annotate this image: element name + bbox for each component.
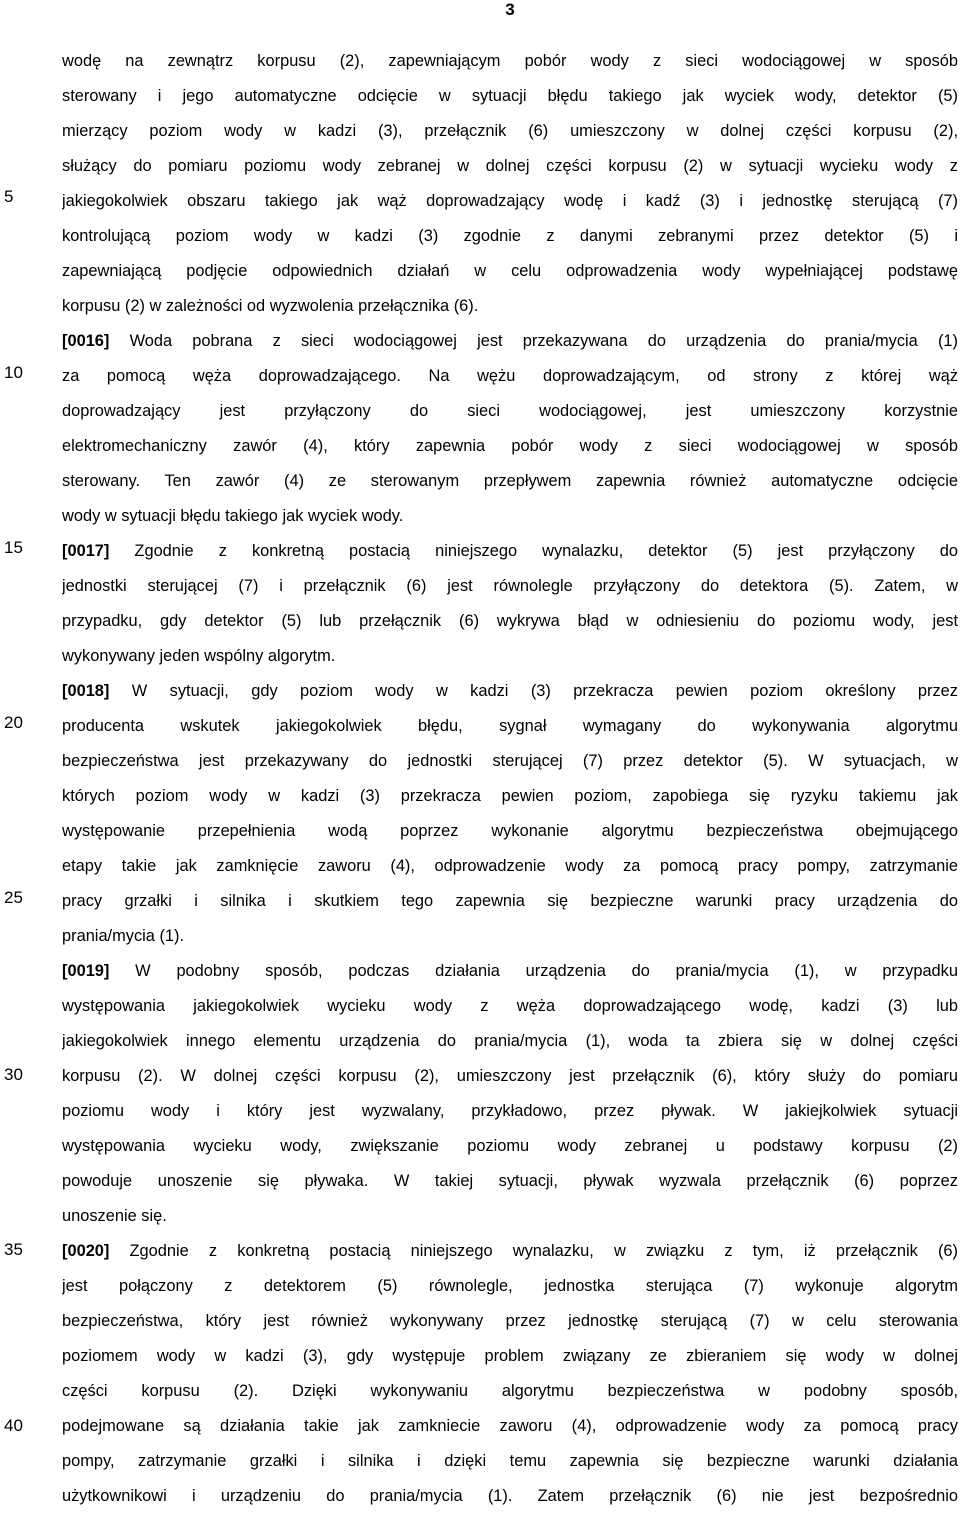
- line-text: doprowadzający jest przyłączony do sieci wodociągowej, jest umieszczony korzystnie: [62, 402, 958, 420]
- line-text: przypadku, gdy detektor (5) lub przełącznik (6) wykrywa błąd w odniesieniu do poziomu wody, jest: [62, 612, 958, 630]
- line-number-25: 25: [4, 888, 23, 907]
- line-number-35: 35: [4, 1240, 23, 1259]
- line-text: pracy grzałki i silnika i skutkiem tego zapewnia się bezpieczne warunki pracy urządzenia do: [62, 892, 958, 910]
- text-line: [62, 184, 958, 219]
- text-line: [62, 604, 958, 639]
- line-text: wykonywany jeden wspólny algorytm.: [62, 647, 336, 665]
- text-line: [62, 1199, 958, 1234]
- text-line: [62, 1234, 958, 1269]
- line-text: pompy, zatrzymanie grzałki i silnika i dzięki temu zapewnia się bezpieczne warunki działania: [62, 1452, 958, 1470]
- line-text: W sytuacji, gdy poziom wody w kadzi (3) przekracza pewien poziom określony przez: [109, 682, 958, 700]
- text-line: [62, 324, 958, 359]
- line-text: korpusu (2) w zależności od wyzwolenia przełącznika (6).: [62, 297, 479, 315]
- text-line: [62, 1164, 958, 1199]
- text-line: [62, 394, 958, 429]
- text-line: [62, 359, 958, 394]
- line-text: części korpusu (2). Dzięki wykonywaniu algorytmu bezpieczeństwa w podobny sposób,: [62, 1382, 958, 1400]
- paragraph-id: [0016]: [62, 332, 110, 350]
- line-text: sterowany i jego automatyczne odcięcie w sytuacji błędu takiego jak wyciek wody, detektor (5): [62, 87, 958, 105]
- line-text: mierzący poziom wody w kadzi (3), przełącznik (6) umieszczony w dolnej części korpusu (2),: [62, 122, 958, 140]
- line-text: służący do pomiaru poziomu wody zebranej w dolnej części korpusu (2) w sytuacji wycieku wody z: [62, 157, 958, 175]
- line-text: etapy takie jak zamknięcie zaworu (4), odprowadzenie wody za pomocą pracy pompy, zatrzymanie: [62, 857, 958, 875]
- line-text: poziomu wody i który jest wyzwalany, przykładowo, przez pływak. W jakiejkolwiek sytuacji: [62, 1102, 958, 1120]
- text-line: [62, 569, 958, 604]
- text-line: [62, 744, 958, 779]
- text-line: [62, 639, 958, 674]
- text-line: [62, 429, 958, 464]
- line-number-10: 10: [4, 363, 23, 382]
- text-line: [62, 464, 958, 499]
- text-line: [62, 919, 958, 954]
- text-line: [62, 1479, 958, 1514]
- line-text: powoduje unoszenie się pływaka. W takiej sytuacji, pływak wyzwala przełącznik (6) poprzez: [62, 1172, 958, 1190]
- line-text: jakiegokolwiek obszaru takiego jak wąż doprowadzający wodę i kadź (3) i jednostkę sterującą (7): [62, 192, 958, 210]
- line-number-5: 5: [4, 187, 14, 206]
- line-text: kontrolującą poziom wody w kadzi (3) zgodnie z danymi zebranymi przez detektor (5) i: [62, 227, 958, 245]
- text-line: [62, 219, 958, 254]
- line-text: Zgodnie z konkretną postacią niniejszego wynalazku, detektor (5) jest przyłączony do: [109, 542, 958, 560]
- text-line: [62, 79, 958, 114]
- text-line: [62, 884, 958, 919]
- line-number-40: 40: [4, 1416, 23, 1435]
- line-text: Woda pobrana z sieci wodociągowej jest przekazywana do urządzenia do prania/mycia (1): [109, 332, 958, 350]
- text-line: [62, 114, 958, 149]
- text-line: [62, 709, 958, 744]
- line-text: których poziom wody w kadzi (3) przekracza pewien poziom, zapobiega się ryzyku takiemu jak: [62, 787, 958, 805]
- line-text: jest połączony z detektorem (5) równolegle, jednostka sterująca (7) wykonuje algorytm: [62, 1277, 958, 1295]
- line-text: bezpieczeństwa jest przekazywany do jednostki sterującej (7) przez detektor (5). W sytuacjach, w: [62, 752, 958, 770]
- text-line: [62, 149, 958, 184]
- line-text: występowania jakiegokolwiek wycieku wody z węża doprowadzającego wodę, kadzi (3) lub: [62, 997, 958, 1015]
- text-line: [62, 1129, 958, 1164]
- line-text: podejmowane są działania takie jak zamkniecie zaworu (4), odprowadzenie wody za pomocą pracy: [62, 1417, 958, 1435]
- line-text: sterowany. Ten zawór (4) ze sterowanym przepływem zapewnia również automatyczne odcięcie: [62, 472, 958, 490]
- text-line: [62, 1304, 958, 1339]
- line-text: prania/mycia (1).: [62, 927, 185, 945]
- paragraph-id: [0018]: [62, 682, 110, 700]
- line-text: elektromechaniczny zawór (4), który zapewnia pobór wody z sieci wodociągowej w sposób: [62, 437, 958, 455]
- text-line: [62, 1269, 958, 1304]
- line-text: korpusu (2). W dolnej części korpusu (2), umieszczony jest przełącznik (6), który służy do pomiaru: [62, 1067, 958, 1085]
- text-line: [62, 954, 958, 989]
- text-line: [62, 674, 958, 709]
- text-line: [62, 1339, 958, 1374]
- line-text: występowanie przepełnienia wodą poprzez wykonanie algorytmu bezpieczeństwa obejmującego: [62, 822, 958, 840]
- line-text: W podobny sposób, podczas działania urządzenia do prania/mycia (1), w przypadku: [109, 962, 958, 980]
- paragraph-id: [0017]: [62, 542, 110, 560]
- line-text: unoszenie się.: [62, 1207, 167, 1225]
- line-text: producenta wskutek jakiegokolwiek błędu, sygnał wymagany do wykonywania algorytmu: [62, 717, 958, 735]
- line-text: Zgodnie z konkretną postacią niniejszego wynalazku, w związku z tym, iż przełącznik (6): [109, 1242, 958, 1260]
- paragraph-id: [0020]: [62, 1242, 110, 1260]
- text-line: [62, 1059, 958, 1094]
- line-text: jakiegokolwiek innego elementu urządzenia do prania/mycia (1), woda ta zbiera się w dolnej części: [62, 1032, 958, 1050]
- line-text: występowania wycieku wody, zwiększanie poziomu wody zebranej u podstawy korpusu (2): [62, 1137, 958, 1155]
- paragraph-id: [0019]: [62, 962, 110, 980]
- text-line: [62, 849, 958, 884]
- line-text: użytkownikowi i urządzeniu do prania/mycia (1). Zatem przełącznik (6) nie jest bezpośrednio: [62, 1487, 958, 1505]
- document-body: [62, 44, 958, 1514]
- line-number-15: 15: [4, 538, 23, 557]
- text-line: [62, 254, 958, 289]
- line-number-30: 30: [4, 1065, 23, 1084]
- text-line: [62, 1094, 958, 1129]
- page-number: 3: [505, 0, 515, 19]
- text-line: [62, 1024, 958, 1059]
- text-line: [62, 779, 958, 814]
- text-line: [62, 1444, 958, 1479]
- line-text: wody w sytuacji błędu takiego jak wyciek wody.: [62, 507, 404, 525]
- text-line: [62, 534, 958, 569]
- text-line: [62, 499, 958, 534]
- line-text: bezpieczeństwa, który jest również wykonywany przez jednostkę sterującą (7) w celu sterowania: [62, 1312, 958, 1330]
- line-text: poziomem wody w kadzi (3), gdy występuje problem związany ze zbieraniem się wody w dolnej: [62, 1347, 958, 1365]
- text-line: [62, 989, 958, 1024]
- line-number-margin: [0, 0, 40, 1512]
- text-line: [62, 814, 958, 849]
- text-line: [62, 44, 958, 79]
- line-text: jednostki sterującej (7) i przełącznik (6) jest równolegle przyłączony do detektora (5). Zatem, w: [62, 577, 958, 595]
- line-text: zapewniającą podjęcie odpowiednich działań w celu odprowadzenia wody wypełniającej podstawę: [62, 262, 958, 280]
- line-text: wodę na zewnątrz korpusu (2), zapewniającym pobór wody z sieci wodociągowej w sposób: [62, 52, 958, 70]
- text-line: [62, 1374, 958, 1409]
- text-line: [62, 1409, 958, 1444]
- text-line: [62, 289, 958, 324]
- line-number-20: 20: [4, 713, 23, 732]
- line-text: za pomocą węża doprowadzającego. Na wężu doprowadzającym, od strony z której wąż: [62, 367, 958, 385]
